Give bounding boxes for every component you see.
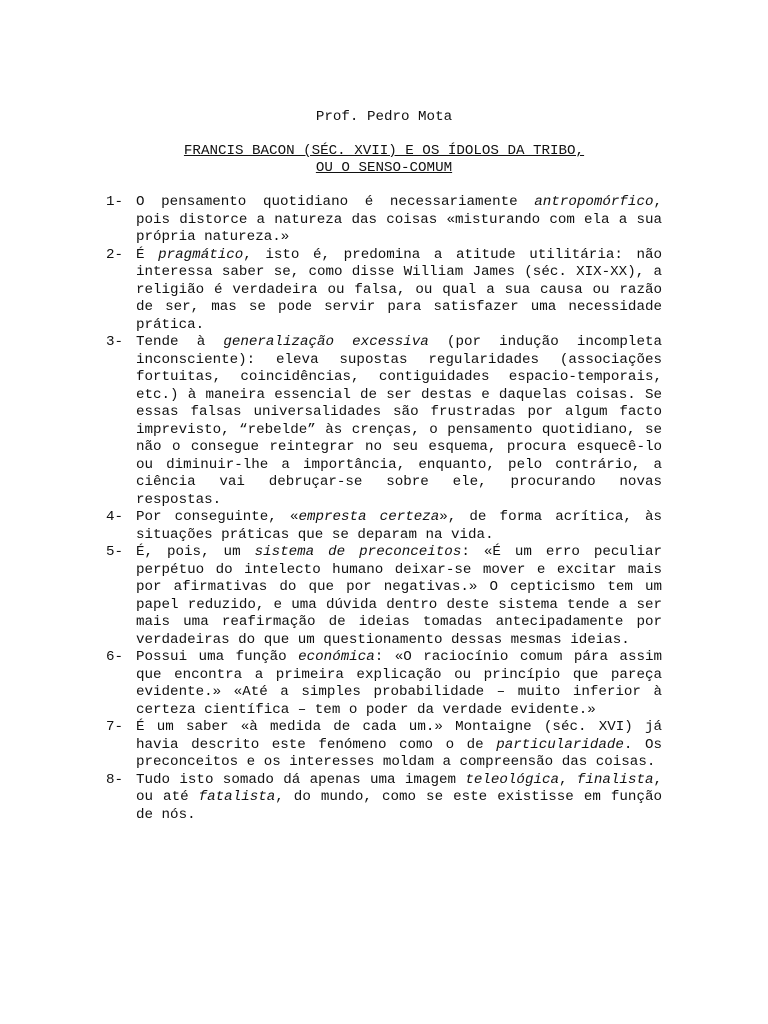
list-item-1 bbox=[106, 194, 662, 247]
item-number: 6- bbox=[106, 649, 124, 665]
item-number: 4- bbox=[106, 509, 124, 525]
item-number: 8- bbox=[106, 771, 124, 788]
item-text: Por conseguinte, «empresta certeza», de forma acrítica, às situações práticas que se deparam na vida. bbox=[136, 509, 662, 543]
list-item-4 bbox=[106, 509, 662, 544]
item-text: O pensamento quotidiano é necessariamente antropomórfico, pois distorce a natureza das coisas «misturando com ela a sua própria natureza.» bbox=[136, 194, 662, 245]
item-text: É, pois, um sistema de preconceitos: «É um erro peculiar perpétuo do intelecto humano deixar-se mover e excitar mais por afirmativas do que por negativas.» O cepticismo tem um papel reduzido, e uma dúvida dentro deste sistema tende a ser mais uma reafirmação de ideias tomadas antecipadamente por verdadeiras do que um questionamento dessas mesmas ideias. bbox=[136, 544, 663, 648]
title-line-1: FRANCIS BACON (SÉC. XVII) E OS ÍDOLOS DA TRIBO, bbox=[183, 143, 585, 159]
numbered-list bbox=[106, 194, 662, 824]
item-number: 7- bbox=[106, 719, 124, 735]
list-item-2 bbox=[106, 247, 662, 335]
author-name: Prof. Pedro Mota bbox=[315, 109, 453, 125]
list-item-6 bbox=[106, 649, 662, 719]
item-number: 2- bbox=[106, 246, 124, 263]
item-number: 5- bbox=[106, 544, 124, 560]
item-number: 3- bbox=[106, 334, 124, 350]
item-text: É um saber «à medida de cada um.» Montaigne (séc. XVI) já havia descrito este fenómeno como o de particularidade. Os preconceitos e os interesses moldam a compreensão das coisas. bbox=[136, 719, 662, 770]
title-line-2: OU O SENSO-COMUM bbox=[315, 160, 453, 176]
item-number: 1- bbox=[106, 194, 124, 210]
document-title bbox=[0, 143, 768, 177]
list-item-5 bbox=[106, 544, 662, 649]
item-text: Possui uma função económica: «O raciocínio comum pára assim que encontra a primeira explicação ou princípio que pareça evidente.» «Até a simples probabilidade – muito inferior à certeza científica – tem o poder da verdade evidente.» bbox=[136, 649, 663, 718]
item-text: Tende à generalização excessiva (por indução incompleta inconsciente): eleva supostas regularidades (associações fortuitas, coincidências, contiguidades espacio-temporais, etc.) à maneira essencial de ser destas e daquelas coisas. Se essas falsas universalidades são frustradas por algum facto imprevisto, “rebelde” às crenças, o pensamento quotidiano, se não o consegue reintegrar no seu esquema, procura esquecê-lo ou diminuir-lhe a importância, enquanto, pelo contrário, a ciência vai debruçar-se sobre ele, procurando novas respostas. bbox=[136, 334, 662, 508]
list-item-3 bbox=[106, 334, 662, 509]
item-text: É pragmático, isto é, predomina a atitude utilitária: não interessa saber se, como disse William James (séc. XIX-XX), a religião é verdadeira ou falsa, ou qual a sua causa ou razão de ser, mas se pode servir para satisfazer uma necessidade prática. bbox=[136, 246, 663, 333]
item-text: Tudo isto somado dá apenas uma imagem teleológica, finalista, ou até fatalista, do mundo, como se este existisse em função de nós. bbox=[136, 771, 662, 823]
list-item-7 bbox=[106, 719, 662, 772]
list-item-8 bbox=[106, 772, 662, 825]
